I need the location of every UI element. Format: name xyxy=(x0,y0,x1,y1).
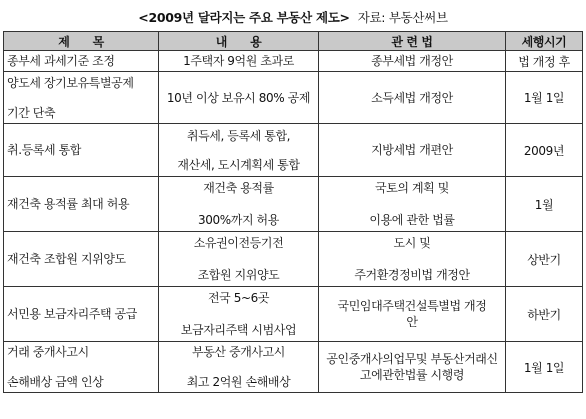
row-item-line: 취.등록세 통합 xyxy=(7,143,81,157)
row-content-line: 300%까지 허용 xyxy=(198,213,279,227)
row-law xyxy=(319,287,506,342)
row-content xyxy=(159,232,319,287)
row-item xyxy=(4,287,159,342)
row-item-line: 거래 중개사고시 xyxy=(7,345,89,359)
row-timing: 상반기 xyxy=(506,232,583,287)
row-item-line: 종부세 과세기준 조정 xyxy=(7,54,115,68)
row-content-line: 전국 5~6곳 xyxy=(207,291,270,305)
row-item-line: 양도세 장기보유특별공제 xyxy=(7,75,134,90)
row-law xyxy=(319,51,506,72)
row-law xyxy=(319,232,506,287)
row-item xyxy=(4,72,159,124)
table-row xyxy=(4,342,583,393)
row-law-line: 이용에 관한 법률 xyxy=(369,213,455,227)
row-timing: 1월 xyxy=(506,177,583,232)
row-item xyxy=(4,51,159,72)
row-law-line: 도시 및 xyxy=(393,236,431,250)
row-content-line: 조합원 지위양도 xyxy=(197,268,280,282)
row-law-line: 주거환경정비법 개정안 xyxy=(354,268,470,282)
row-law-line: 고에관한법률 시행령 xyxy=(359,368,465,382)
table-row xyxy=(4,51,583,72)
header-item: 제 목 xyxy=(4,32,159,51)
row-law xyxy=(319,72,506,124)
row-content-line: 부동산 중개사고시 xyxy=(192,345,285,359)
row-item xyxy=(4,177,159,232)
row-content-line: 보금자리주택 시범사업 xyxy=(180,323,297,337)
row-content xyxy=(159,177,319,232)
row-timing: 2009년 xyxy=(506,124,583,177)
row-content-line: 최고 2억원 손해배상 xyxy=(186,375,291,389)
row-law-line: 공인중개사의업무및 부동산거래신 xyxy=(326,352,498,366)
row-law xyxy=(319,177,506,232)
row-item-line: 손해배상 금액 인상 xyxy=(7,375,104,389)
page-title-line xyxy=(0,8,586,26)
row-law-line: 소득세법 개정안 xyxy=(371,90,453,105)
row-item-line: 기간 단축 xyxy=(7,105,56,120)
row-content-line: 10년 이상 보유시 80% 공제 xyxy=(166,90,311,105)
row-content xyxy=(159,124,319,177)
row-law xyxy=(319,342,506,393)
row-content-line: 취득세, 등록세 통합, xyxy=(186,128,291,143)
table-row xyxy=(4,72,583,124)
row-item-line: 서민용 보금자리주택 공급 xyxy=(7,307,137,321)
table-row xyxy=(4,232,583,287)
row-content xyxy=(159,72,319,124)
source-note: 자료: 부동산써브 xyxy=(357,10,448,25)
header-law: 관 련 법 xyxy=(319,32,506,51)
row-law-line: 국민임대주택건설특별법 개정 xyxy=(337,299,487,313)
row-law-line: 안 xyxy=(406,315,418,329)
header-timing: 세행시기 xyxy=(506,32,583,51)
row-content xyxy=(159,287,319,342)
row-item-line: 재건축 용적률 최대 허용 xyxy=(7,197,130,211)
table-header-row xyxy=(4,32,583,51)
table-row xyxy=(4,124,583,177)
row-law-line: 종부세법 개정안 xyxy=(371,54,453,68)
row-law xyxy=(319,124,506,177)
row-timing: 하반기 xyxy=(506,287,583,342)
row-content xyxy=(159,51,319,72)
row-content xyxy=(159,342,319,393)
row-timing: 1월 1일 xyxy=(506,72,583,124)
row-timing: 1월 1일 xyxy=(506,342,583,393)
row-item xyxy=(4,342,159,393)
row-law-line: 지방세법 개편안 xyxy=(371,143,453,157)
row-content-line: 재건축 용적률 xyxy=(203,181,274,195)
row-item xyxy=(4,232,159,287)
row-content-line: 1주택자 9억원 초과로 xyxy=(183,54,294,68)
row-law-line: 국토의 계획 및 xyxy=(375,181,449,195)
row-content-line: 재산세, 도시계획세 통합 xyxy=(177,157,300,172)
row-item xyxy=(4,124,159,177)
page-title: <2009년 달라지는 주요 부동산 제도> xyxy=(138,10,350,25)
table-row xyxy=(4,177,583,232)
table-row xyxy=(4,287,583,342)
row-content-line: 소유권이전등기전 xyxy=(193,236,284,250)
policy-table xyxy=(3,31,583,393)
row-timing: 법 개정 후 xyxy=(506,51,583,72)
row-item-line: 재건축 조합원 지위양도 xyxy=(7,252,126,266)
header-content: 내 용 xyxy=(159,32,319,51)
